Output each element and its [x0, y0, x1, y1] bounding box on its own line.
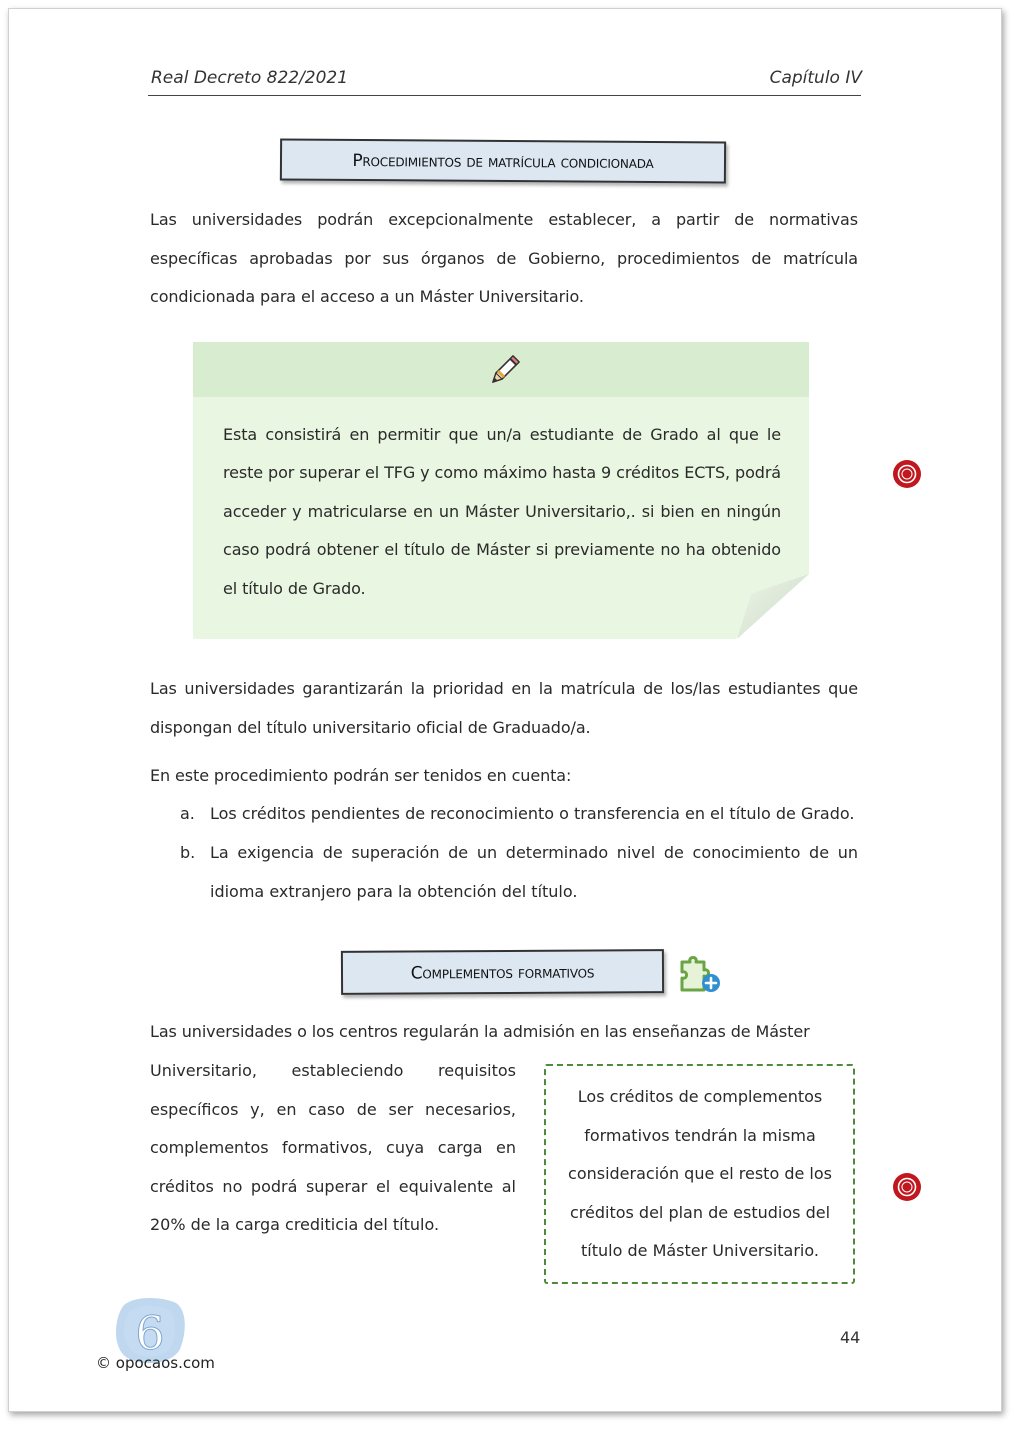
section-title-complementos [341, 949, 664, 995]
pencil-icon [489, 352, 523, 386]
paragraph-prioridad: Las universidades garantizarán la prioridad en la matrícula de los/las estudiantes que dispongan del título universitario oficial de Graduado/a. [150, 679, 858, 737]
paragraph-complementos-cont: Universitario, estableciendo requisitos específicos y, en caso de ser necesarios, complementos formativos, cuya carga en créditos no podrá superar el equivalente al 20% de la carga crediticia del título. [150, 1061, 516, 1234]
section-title-text: Procedimientos de matrícula condicionada [352, 150, 654, 174]
list-marker: b. [180, 843, 196, 862]
margin-bullet-icon [892, 1172, 922, 1202]
note-text: Esta consistirá en permitir que un/a estudiante de Grado al que le reste por superar el TFG y como máximo hasta 9 créditos ECTS, podrá acceder y matricularse en un Máster Universitario,. si bien en ningún caso podrá obtener el título de Máster si previamente no ha obtenido el título de Grado. [223, 425, 781, 598]
margin-bullet-icon [892, 459, 922, 489]
dashed-note-text: Los créditos de complementos formativos tendrán la misma consideración que el resto de los créditos del plan de estudios del título de Máster Universitario. [568, 1087, 832, 1260]
list-item-text: La exigencia de superación de un determinado nivel de conocimiento de un idioma extranjero para la obtención del título. [210, 843, 858, 901]
copyright-text: © opocaos.com [96, 1354, 215, 1372]
header-chapter: Capítulo IV [769, 68, 862, 88]
section-title-procedimientos [280, 138, 726, 183]
paragraph-complementos: Las universidades o los centros regularán la admisión en las enseñanzas de Máster [150, 1022, 810, 1041]
header-title: Real Decreto 822/2021 [151, 68, 349, 88]
logo-glyph: 6 [135, 1306, 165, 1360]
section-title-text: Complementos formativos [410, 962, 595, 984]
list-item-text: Los créditos pendientes de reconocimiento o transferencia en el título de Grado. [210, 804, 855, 823]
paragraph-procedimiento: En este procedimiento podrán ser tenidos en cuenta: [150, 766, 572, 785]
paragraph-intro: Las universidades podrán excepcionalmente establecer, a partir de normativas específicas aprobadas por sus órganos de Gobierno, procedimientos de matrícula condicionada para el acceso a un Máster Universitario. [150, 210, 858, 306]
page-number: 44 [840, 1328, 861, 1347]
list-marker: a. [180, 804, 195, 823]
puzzle-plus-icon [678, 950, 722, 994]
header-divider [148, 95, 861, 96]
